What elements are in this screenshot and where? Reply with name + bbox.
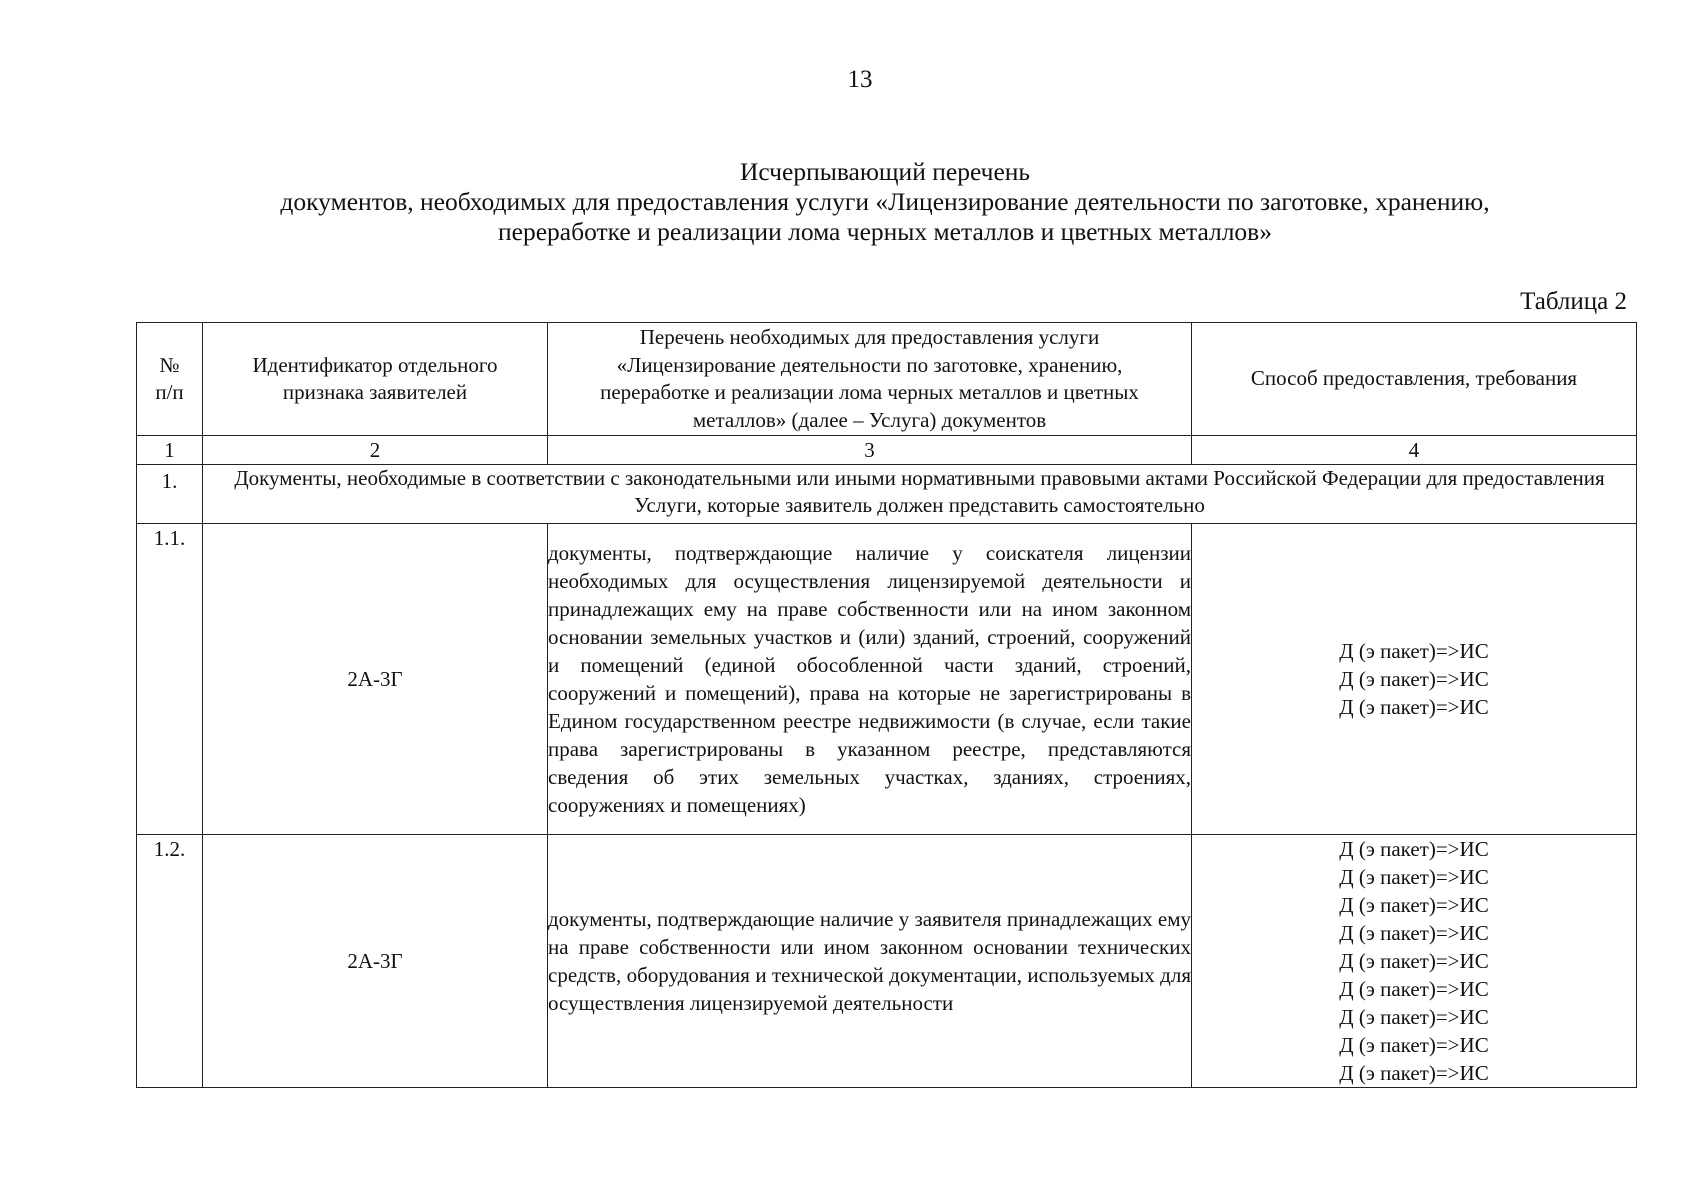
- method-item: Д (э пакет)=>ИС: [1339, 639, 1489, 663]
- row-identifier: 2А-3Г: [203, 835, 548, 1088]
- header-method: Способ предоставления, требования: [1192, 323, 1637, 436]
- documents-table: [136, 322, 1637, 1088]
- column-number: 3: [548, 436, 1192, 465]
- row-document: документы, подтверждающие наличие у соискателя лицензии необходимых для осуществления лицензируемой деятельности и принадлежащих ему на праве собственности или на ином законном основании земельных участков и (или) зданий, строений, сооружений и помещений (единой обособленной части зданий, строений, сооружений и помещений), права на которые не зарегистрированы в Едином государственном реестре недвижимости (в случае, если такие права зарегистрированы в указанном реестре, представляются сведения об этих земельных участках, зданиях, строениях, сооружениях и помещениях): [548, 524, 1192, 835]
- method-item: Д (э пакет)=>ИС: [1339, 921, 1489, 945]
- column-number: 2: [203, 436, 548, 465]
- method-item: Д (э пакет)=>ИС: [1339, 1005, 1489, 1029]
- row-identifier: 2А-3Г: [203, 524, 548, 835]
- row-number: 1.1.: [137, 524, 203, 835]
- method-item: Д (э пакет)=>ИС: [1339, 949, 1489, 973]
- method-item: Д (э пакет)=>ИС: [1339, 837, 1489, 861]
- header-documents: Перечень необходимых для предоставления услуги «Лицензирование деятельности по заготовке, хранению, переработке и реализации лома черных металлов и цветных металлов» (далее – Услуга) документов: [548, 323, 1192, 436]
- method-item: Д (э пакет)=>ИС: [1339, 1061, 1489, 1085]
- header-identifier: Идентификатор отдельного признака заявителей: [203, 323, 548, 436]
- method-item: Д (э пакет)=>ИС: [1339, 1033, 1489, 1057]
- method-item: Д (э пакет)=>ИС: [1339, 893, 1489, 917]
- header-number: № п/п: [137, 323, 203, 436]
- section-number: 1.: [137, 465, 203, 524]
- table-label: Таблица 2: [1520, 288, 1627, 315]
- page-number: 13: [847, 66, 873, 93]
- document-title: [0, 157, 1697, 247]
- row-document: документы, подтверждающие наличие у заявителя принадлежащих ему на праве собственности или ином законном основании технических средств, оборудования и технической документации, используемых для осуществления лицензируемой деятельности: [548, 835, 1192, 1088]
- title-line-3: переработке и реализации лома черных металлов и цветных металлов»: [498, 217, 1272, 246]
- method-item: Д (э пакет)=>ИС: [1339, 667, 1489, 691]
- column-number-row: [137, 436, 1637, 465]
- method-item: Д (э пакет)=>ИС: [1339, 865, 1489, 889]
- table-row: [137, 835, 1637, 1088]
- method-item: Д (э пакет)=>ИС: [1339, 695, 1489, 719]
- column-number: 1: [137, 436, 203, 465]
- row-number: 1.2.: [137, 835, 203, 1088]
- section-heading: Документы, необходимые в соответствии с законодательными или иными нормативными правовыми актами Российской Федерации для предоставления Услуги, которые заявитель должен представить самостоятельно: [203, 465, 1637, 524]
- title-line-2: документов, необходимых для предоставления услуги «Лицензирование деятельности по заготовке, хранению,: [280, 187, 1490, 216]
- title-line-1: Исчерпывающий перечень: [739, 157, 1031, 186]
- table-row: [137, 524, 1637, 835]
- column-number: 4: [1192, 436, 1637, 465]
- section-row: [137, 465, 1637, 524]
- header-row: [137, 323, 1637, 436]
- row-methods: [1192, 524, 1637, 835]
- row-methods: [1192, 835, 1637, 1088]
- method-item: Д (э пакет)=>ИС: [1339, 977, 1489, 1001]
